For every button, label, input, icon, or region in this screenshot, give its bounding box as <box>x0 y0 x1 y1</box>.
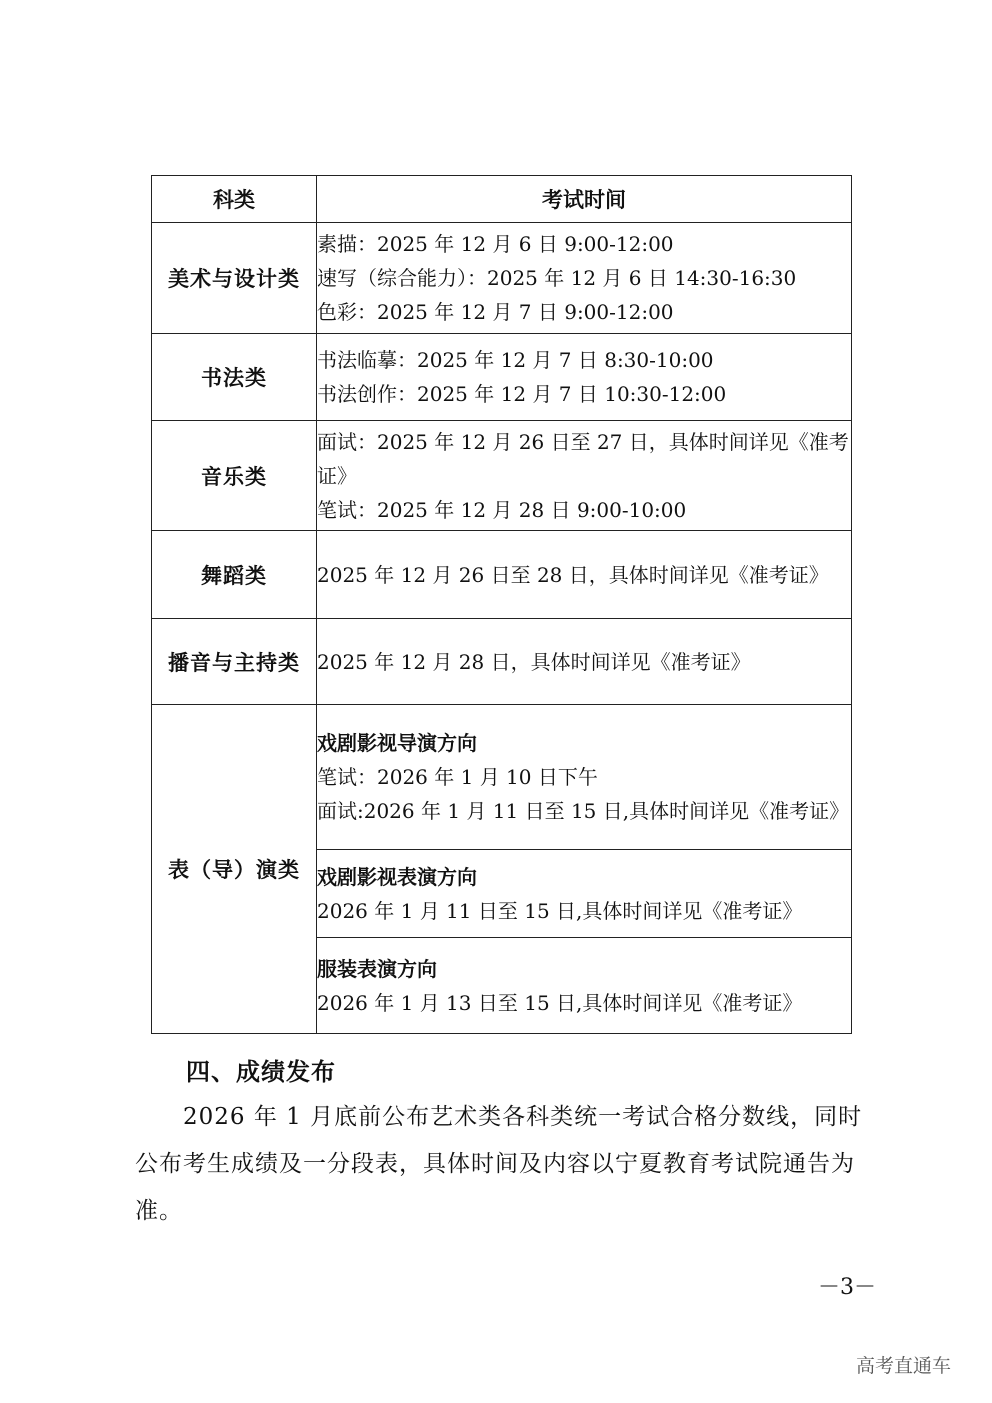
direction-title: 戏剧影视表演方向 <box>317 864 477 889</box>
time-cell <box>317 705 852 850</box>
time-line: 2025 年 12 月 28 日，具体时间详见《准考证》 <box>317 649 751 674</box>
page-number: －3－ <box>818 1275 876 1300</box>
time-cell <box>317 619 852 705</box>
time-line: 素描：2025 年 12 月 6 日 9:00-12:00 <box>317 232 674 256</box>
time-cell <box>317 223 852 334</box>
table-header-row <box>152 176 852 223</box>
time-line: 2025 年 12 月 26 日至 28 日，具体时间详见《准考证》 <box>317 562 829 587</box>
category-cell: 美术与设计类 <box>152 223 317 334</box>
time-cell <box>317 334 852 421</box>
table-row <box>152 421 852 531</box>
time-line: 面试:2026 年 1 月 11 日至 15 日,具体时间详见《准考证》 <box>317 799 850 823</box>
category-cell: 播音与主持类 <box>152 619 317 705</box>
direction-title: 服装表演方向 <box>317 956 437 981</box>
table-row <box>152 705 852 850</box>
direction-title: 戏剧影视导演方向 <box>317 731 477 755</box>
time-cell <box>317 850 852 938</box>
time-line: 色彩：2025 年 12 月 7 日 9:00-12:00 <box>317 300 674 324</box>
table-row <box>152 531 852 619</box>
section-paragraph: 2026 年 1 月底前公布艺术类各科类统一考试合格分数线，同时公布考生成绩及一分段表，具体时间及内容以宁夏教育考试院通告为准。 <box>135 1104 863 1224</box>
table-row <box>152 334 852 421</box>
time-line: 面试：2025 年 12 月 26 日至 27 日，具体时间详见《准考证》 <box>317 429 849 488</box>
exam-schedule-table <box>151 175 852 1034</box>
category-cell: 书法类 <box>152 334 317 421</box>
time-line: 速写（综合能力）：2025 年 12 月 6 日 14:30-16:30 <box>317 266 797 290</box>
time-line: 笔试：2026 年 1 月 10 日下午 <box>317 765 598 789</box>
section-heading: 四、成绩发布 <box>186 1058 336 1086</box>
watermark-text: 高考直通车 <box>856 1355 952 1377</box>
table-row <box>152 223 852 334</box>
category-cell: 表（导）演类 <box>152 705 317 1034</box>
header-exam-time: 考试时间 <box>317 176 852 223</box>
time-cell <box>317 421 852 531</box>
time-line: 2026 年 1 月 11 日至 15 日,具体时间详见《准考证》 <box>317 898 803 923</box>
time-line: 2026 年 1 月 13 日至 15 日,具体时间详见《准考证》 <box>317 990 803 1015</box>
time-cell <box>317 531 852 619</box>
header-category: 科类 <box>152 176 317 223</box>
time-line: 书法创作：2025 年 12 月 7 日 10:30-12:00 <box>317 382 727 406</box>
time-cell <box>317 938 852 1034</box>
time-line: 书法临摹：2025 年 12 月 7 日 8:30-10:00 <box>317 348 714 372</box>
time-line: 笔试：2025 年 12 月 28 日 9:00-10:00 <box>317 497 687 522</box>
category-cell: 音乐类 <box>152 421 317 531</box>
table-row <box>152 619 852 705</box>
category-cell: 舞蹈类 <box>152 531 317 619</box>
